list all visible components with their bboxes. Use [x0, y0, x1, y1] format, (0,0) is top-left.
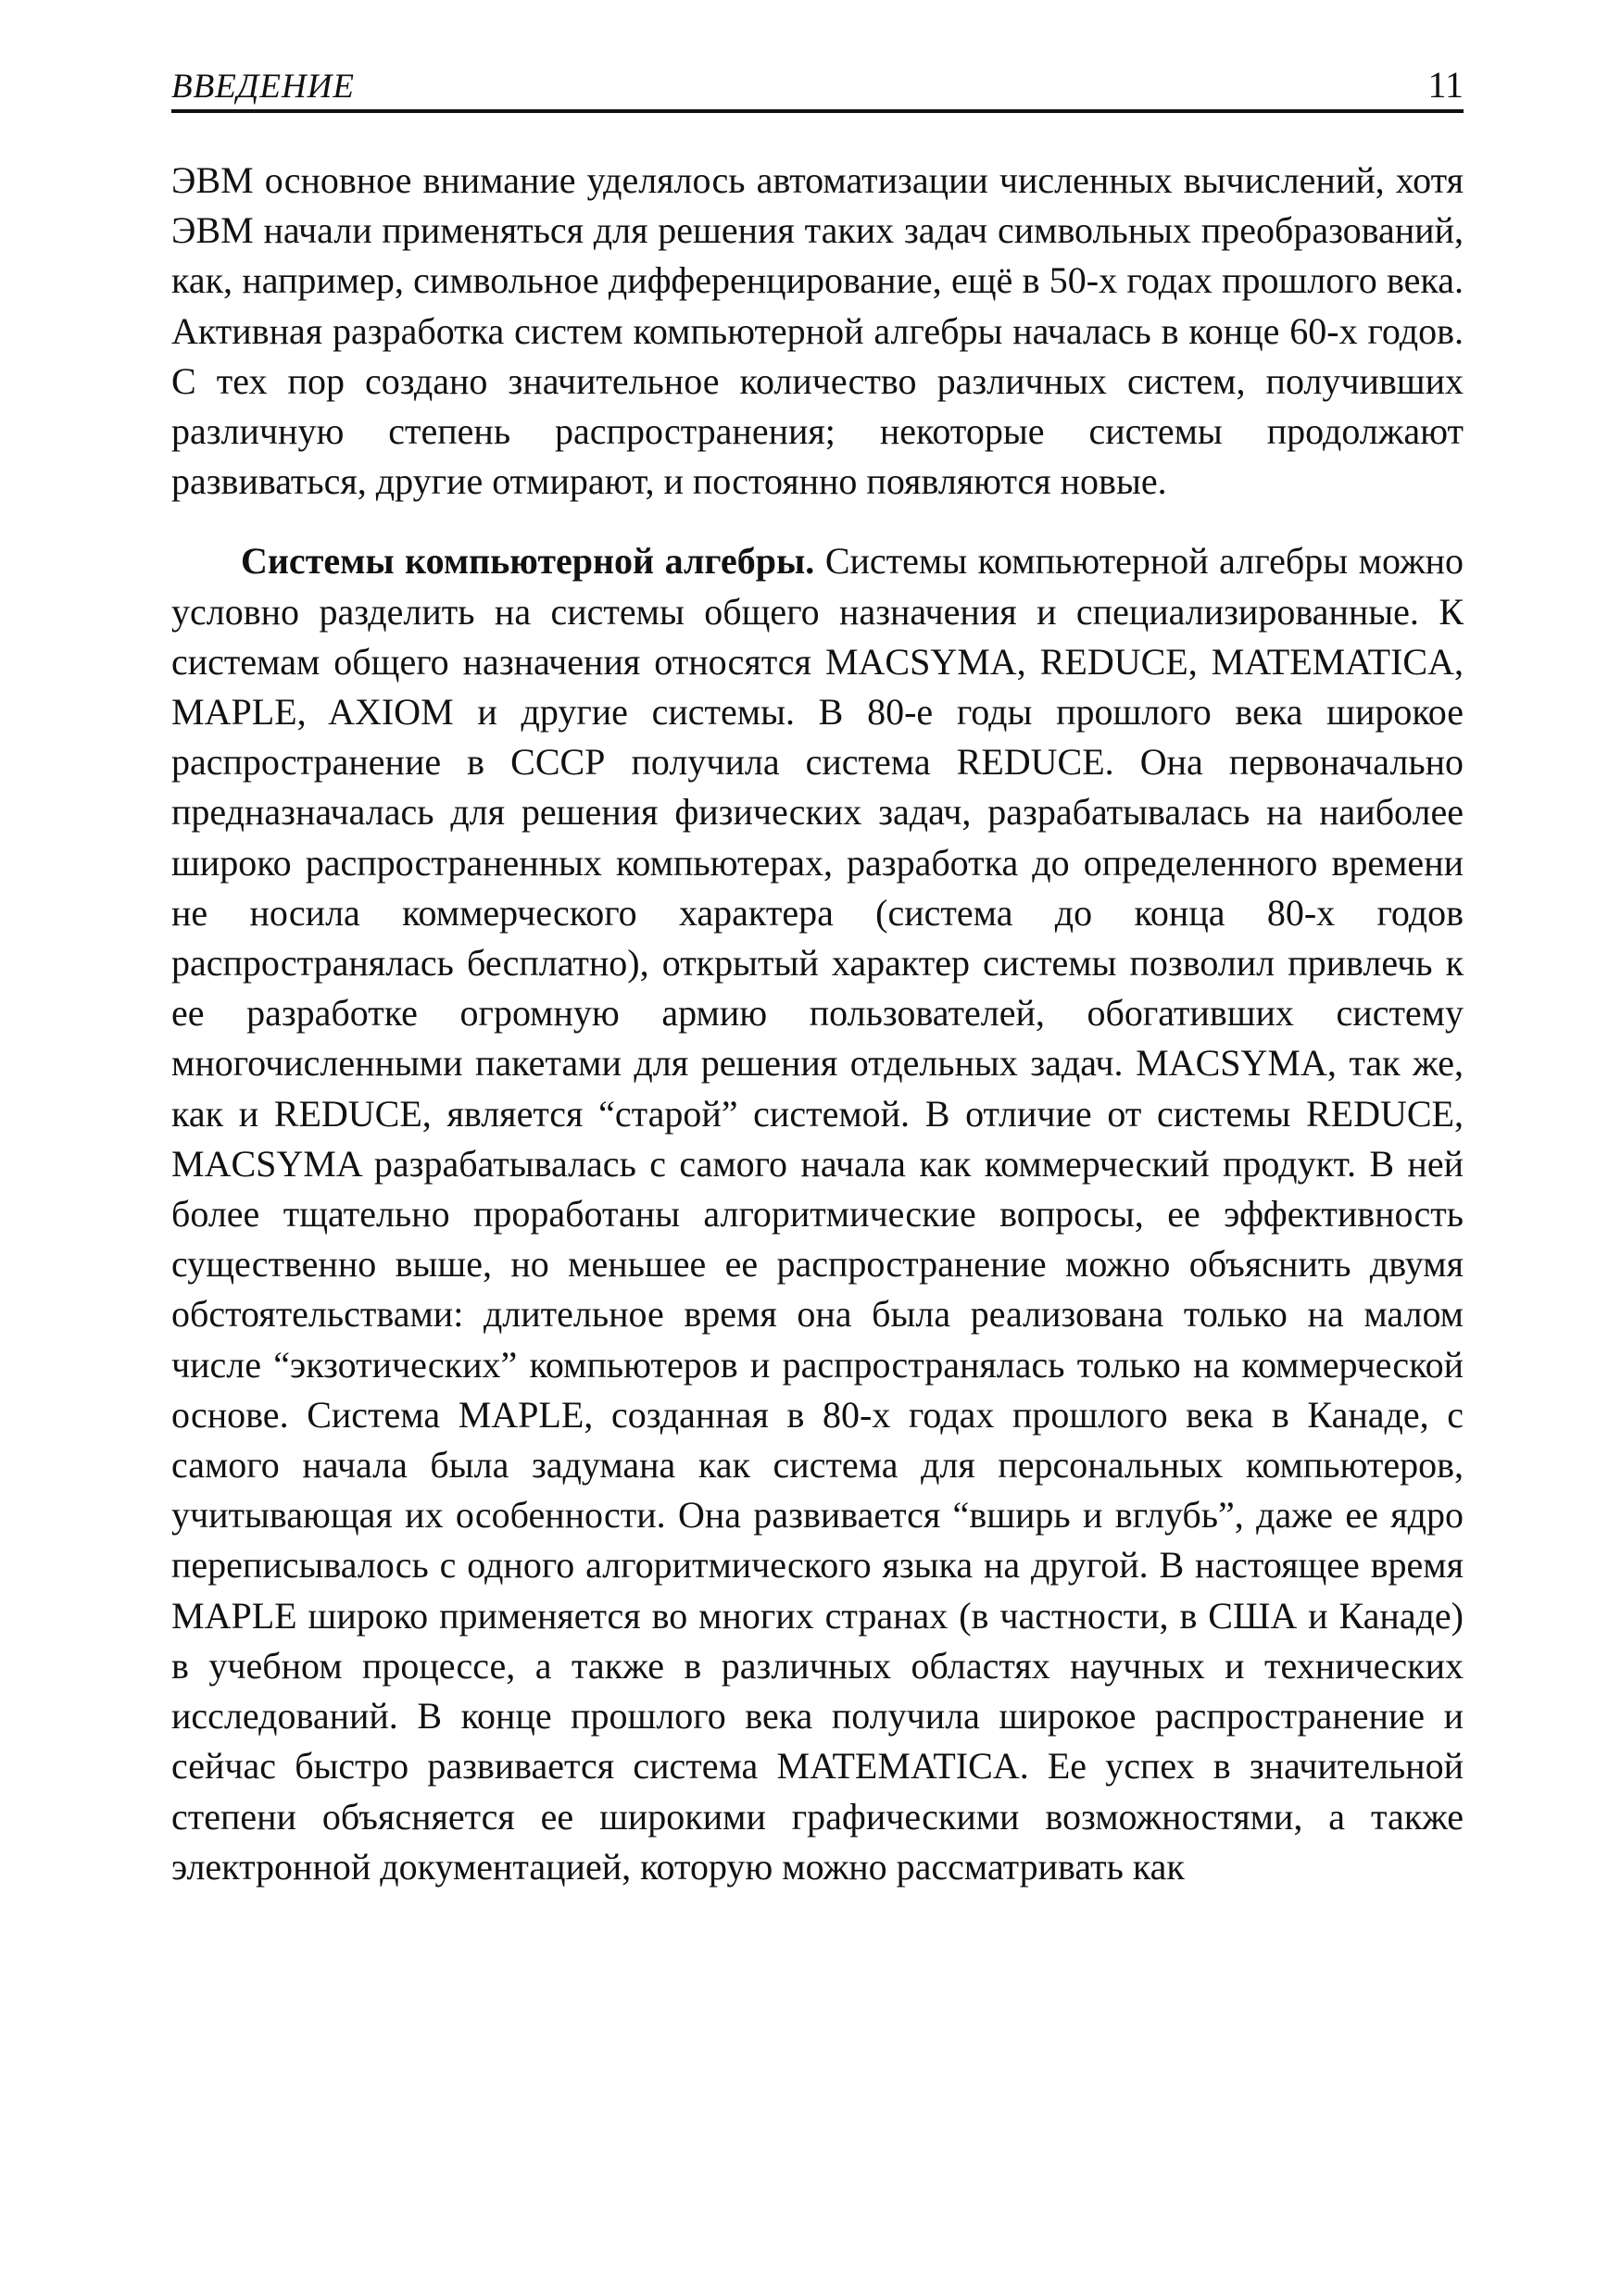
- run-in-heading: Системы компьютерной алгебры.: [241, 540, 815, 583]
- page-number: 11: [1427, 64, 1464, 106]
- paragraph-2: [171, 536, 1464, 1891]
- paragraph-2-text: Системы компьютерной алгебры можно условно разделить на системы общего назначения и специализированные. К системам общего назначения относятся MACSYMA, REDUCE, MATEMATICA, MAPLE, AXIOM и другие системы. В 80-е годы прошлого века широкое распространение в СССР получила система REDUCE. Она первоначально предназначалась для решения физических задач, разрабатывалась на наиболее широко распространенных компьютерах, разработка до определенного времени не носила коммерческого характера (система до конца 80-х годов распространялась бесплатно), открытый характер системы позволил привлечь к ее разработке огромную армию пользователей, обогативших систему многочисленными пакетами для решения отдельных задач. MACSYMA, так же, как и REDUCE, является “старой” системой. В отличие от системы REDUCE, MACSYMA разрабатывалась с самого начала как коммерческий продукт. В ней более тщательно проработаны алгоритмические вопросы, ее эффективность существенно выше, но меньшее ее распространение можно объяснить двумя обстоятельствами: длительное время она была реализована только на малом числе “экзотических” компьютеров и распространялась только на коммерческой основе. Система MAPLE, созданная в 80-х годах прошлого века в Канаде, с самого начала была задумана как система для персональных компьютеров, учитывающая их особенности. Она развивается “вширь и вглубь”, даже ее ядро переписывалось с одного алгоритмического языка на другой. В настоящее время MAPLE широко применяется во многих странах (в частности, в США и Канаде) в учебном процессе, а также в различных областях научных и технических исследований. В конце прошлого века получила широкое распространение и сейчас быстро развивается система MATEMATICA. Ее успех в значительной степени объясняется ее широкими графическими возможностями, а также электронной документацией, которую можно рассматривать как: [171, 540, 1464, 1888]
- running-header: [171, 56, 1464, 113]
- paragraph-1-text: ЭВМ основное внимание уделялось автоматизации численных вычислений, хотя ЭВМ начали применяться для решения таких задач символьных преобразований, как, например, символьное дифференцирование, ещё в 50-х годах прошлого века. Активная разработка систем компьютерной алгебры началась в конце 60-х годов. С тех пор создано значительное количество различных систем, получивших различную степень распространения; некоторые системы продолжают развиваться, другие отмирают, и постоянно появляются новые.: [171, 159, 1464, 503]
- section-title: ВВЕДЕНИЕ: [171, 68, 355, 106]
- book-page: [171, 56, 1464, 1892]
- body-text: [171, 156, 1464, 1892]
- paragraph-1: [171, 156, 1464, 507]
